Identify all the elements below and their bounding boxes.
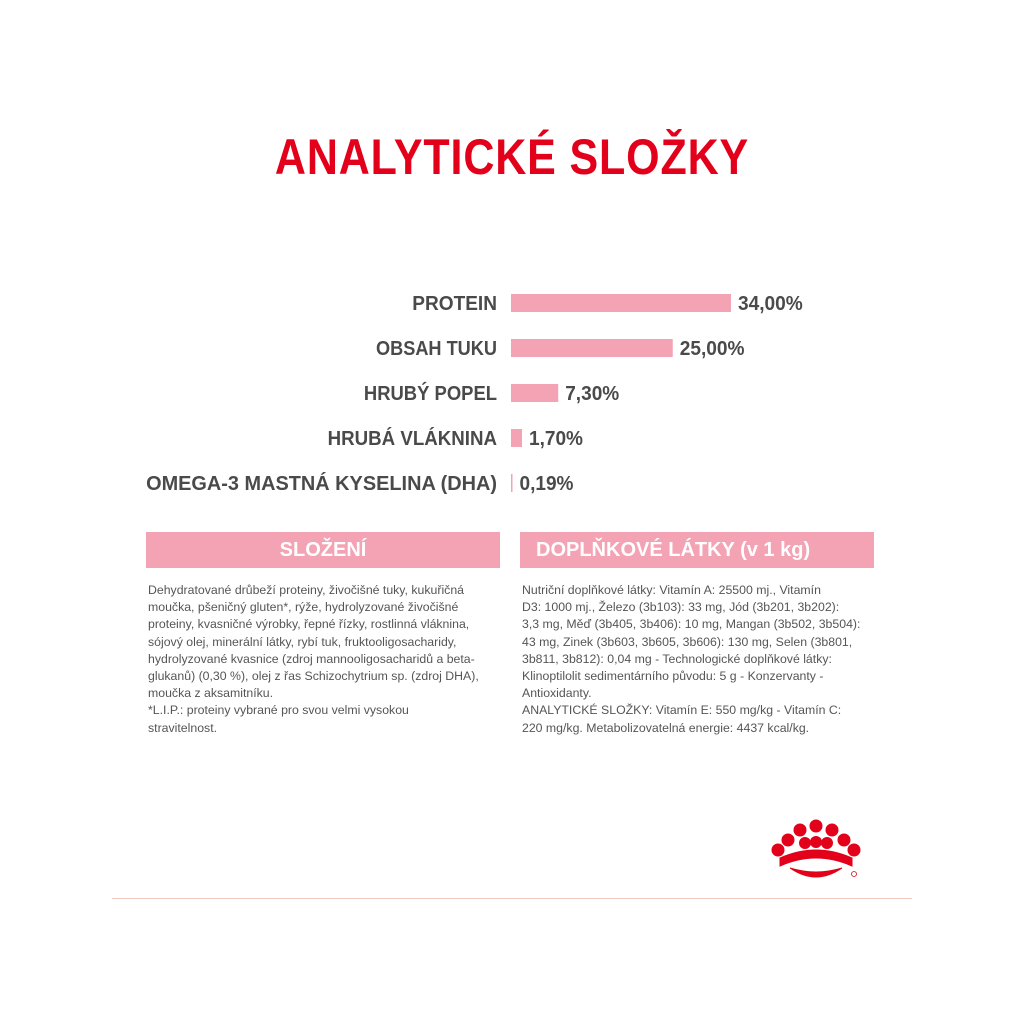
composition-header: SLOŽENÍ bbox=[146, 532, 500, 568]
value-label: 25,00% bbox=[679, 338, 745, 360]
value-label: 1,70% bbox=[528, 428, 584, 450]
value-label: 0,19% bbox=[519, 473, 574, 495]
bar bbox=[511, 474, 513, 492]
composition-panel bbox=[146, 532, 500, 737]
additives-text: Nutriční doplňkové látky: Vitamín A: 25500 mj., Vitamín D3: 1000 mj., Železo (3b103): 33 mg, Jód (3b201, 3b202): 3,3 mg, Měď (3b405, 3b406): 10 mg, Mangan (3b502, 3b504): 43 mg, Zinek (3b603, 3b605, 3b606): 130 mg, Selen (3b801, 3b811, 3b812): 0,04 mg - Technologické doplňkové látky: Klinoptilolit sedimentárního původu: 5 g - Konzervanty - Antioxidanty. ANALYTICKÉ SLOŽKY: Vitamín E: 550 mg/kg - Vitamín C: 220 mg/kg. Metabolizovatelná energie: 4437 kcal/kg. bbox=[522, 583, 861, 735]
nutrient-bar-chart bbox=[0, 280, 1024, 500]
category-label: OMEGA-3 MASTNÁ KYSELINA (DHA) bbox=[146, 473, 499, 495]
category-label: OBSAH TUKU bbox=[376, 338, 497, 360]
additives-panel bbox=[520, 532, 874, 737]
category-label: PROTEIN bbox=[412, 293, 497, 315]
bar bbox=[511, 339, 673, 357]
category-label: HRUBÁ VLÁKNINA bbox=[327, 428, 509, 450]
bar bbox=[511, 384, 558, 402]
composition-text: Dehydratované drůbeží proteiny, živočišné tuky, kukuřičná moučka, pšeničný gluten*, rýže, hydrolyzované živočišné proteiny, kvasničné výrobky, řepné řízky, rostlinná vláknina, sójový olej, minerální látky, rybí tuk, fruktooligosacharidy, hydrolyzované kvasnice (zdroj mannooligosacharidů a beta- glukanů) (0,30 %), olej z řas Schizochytrium sp. (zdroj DHA), moučka z aksamitníku. *L.I.P.: proteiny vybrané pro svou velmi vysokou stravitelnost. bbox=[148, 583, 479, 735]
value-label: 34,00% bbox=[737, 293, 803, 315]
divider bbox=[112, 898, 912, 899]
bar bbox=[511, 294, 731, 312]
value-label: 7,30% bbox=[565, 383, 620, 405]
bar bbox=[511, 429, 522, 447]
additives-header: DOPLŇKOVÉ LÁTKY (v 1 kg) bbox=[520, 532, 874, 568]
crown-icon bbox=[760, 816, 870, 886]
category-label: HRUBÝ POPEL bbox=[363, 383, 509, 405]
page-title: ANALYTICKÉ SLOŽKY bbox=[274, 129, 750, 185]
